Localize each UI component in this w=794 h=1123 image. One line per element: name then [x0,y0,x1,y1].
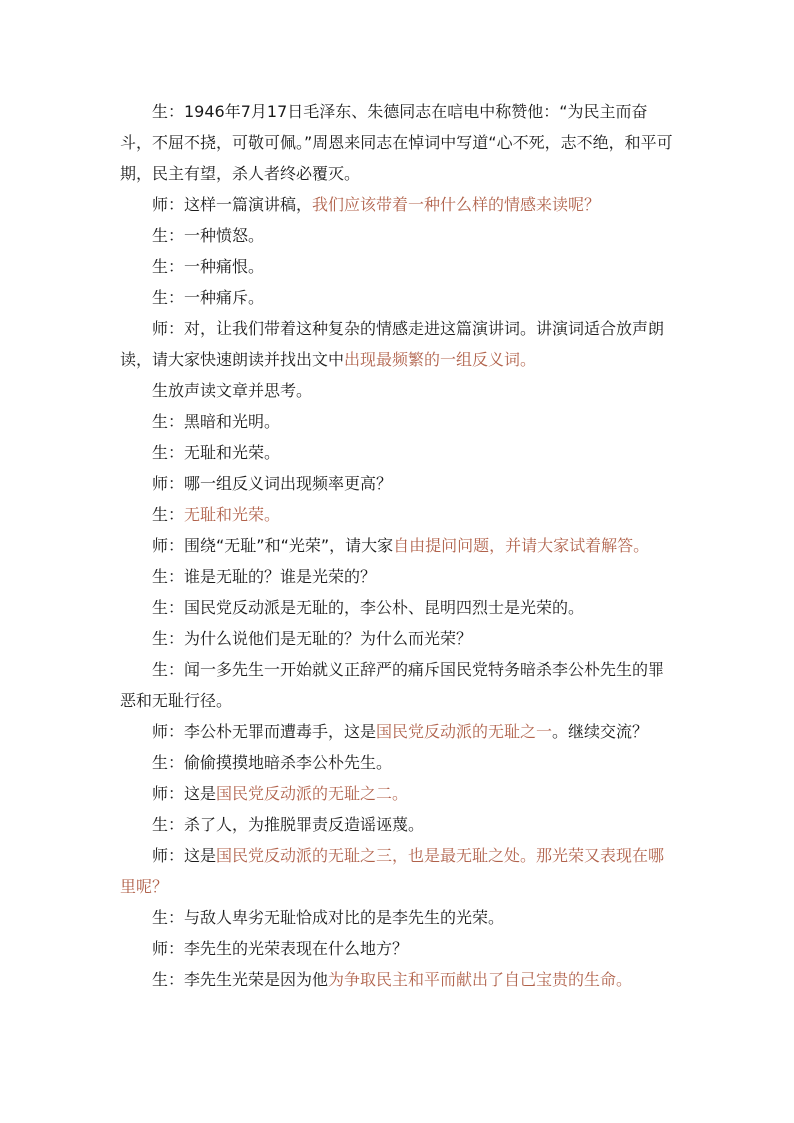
dialogue-paragraph [120,530,674,561]
dialogue-paragraph [120,282,674,313]
dialogue-paragraph [120,747,674,778]
paragraph-text: 生：一种愤怒。 [152,226,265,245]
paragraph-text: 师：这是 [152,846,217,865]
dialogue-paragraph [120,778,674,809]
dialogue-paragraph [120,561,674,592]
paragraph-text: 师：对，让我们带着这种复杂的情感走进这篇演讲词。讲演词适合放声朗读，请大家快速朗读并找出文中 [120,319,665,369]
dialogue-paragraph [120,499,674,530]
highlighted-text: 国民党反动派的无耻之二。 [216,784,409,803]
paragraph-text: 师：哪一组反义词出现频率更高？ [152,474,393,493]
paragraph-text: 生：闻一多先生一开始就义正辞严的痛斥国民党特务暗杀李公朴先生的罪恶和无耻行径。 [120,660,665,710]
highlighted-text: 国民党反动派的无耻之一 [376,722,553,741]
dialogue-paragraph [120,189,674,220]
paragraph-text: 生：国民党反动派是无耻的，李公朴、昆明四烈士是光荣的。 [152,598,585,617]
dialogue-paragraph [120,809,674,840]
dialogue-paragraph [120,654,674,716]
paragraph-text: 师：李公朴无罪而遭毒手，这是 [152,722,377,741]
dialogue-paragraph [120,592,674,623]
dialogue-paragraph [120,716,674,747]
highlighted-text: 我们应该带着一种什么样的情感来读呢？ [312,195,601,214]
paragraph-text: 生：黑暗和光明。 [152,412,281,431]
paragraph-text: 师：围绕“无耻”和“光荣”，请大家 [152,536,394,555]
paragraph-text: 生放声读文章并思考。 [152,381,313,400]
dialogue-paragraph [120,623,674,654]
dialogue-paragraph [120,468,674,499]
dialogue-paragraph [120,933,674,964]
paragraph-text: 师：这是 [152,784,217,803]
highlighted-text: 无耻和光荣。 [184,505,281,524]
paragraph-text: 师：李先生的光荣表现在什么地方？ [152,939,409,958]
paragraph-text: 生：谁是无耻的？谁是光荣的？ [152,567,377,586]
dialogue-paragraph [120,375,674,406]
highlighted-text: 国民党反动派的无耻之三，也是最无耻之处。那光荣又表现在哪里呢？ [120,846,665,896]
dialogue-paragraph [120,313,674,375]
paragraph-text: 生：1946年7月17日毛泽东、朱德同志在唁电中称赞他：“为民主而奋斗，不屈不挠，可敬可佩。”周恩来同志在悼词中写道“心不死，志不绝，和平可期，民主有望，杀人者终必覆灭。 [120,102,673,183]
paragraph-text: 生：偷偷摸摸地暗杀李公朴先生。 [152,753,393,772]
dialogue-paragraph [120,96,674,189]
dialogue-paragraph [120,437,674,468]
dialogue-paragraph [120,251,674,282]
paragraph-text: 生：一种痛恨。 [152,257,265,276]
highlighted-text: 出现最频繁的一组反义词。 [344,350,537,369]
paragraph-text: 生：无耻和光荣。 [152,443,281,462]
paragraph-text: 生：与敌人卑劣无耻恰成对比的是李先生的光荣。 [152,908,505,927]
dialogue-paragraph [120,406,674,437]
paragraph-text: 生：一种痛斥。 [152,288,265,307]
highlighted-text: 自由提问问题，并请大家试着解答。 [393,536,650,555]
dialogue-paragraph [120,964,674,995]
paragraph-text: 生： [152,505,185,524]
paragraph-text: 生：李先生光荣是因为他 [152,970,329,989]
dialogue-paragraph [120,840,674,902]
paragraph-text: 生：杀了人，为推脱罪责反造谣诬蔑。 [152,815,425,834]
paragraph-text: 师：这样一篇演讲稿， [152,195,313,214]
highlighted-text: 为争取民主和平而献出了自己宝贵的生命。 [328,970,633,989]
dialogue-paragraph [120,902,674,933]
paragraph-text: 生：为什么说他们是无耻的？为什么而光荣？ [152,629,473,648]
paragraph-text: 。继续交流？ [552,722,649,741]
document-body [120,96,674,995]
dialogue-paragraph [120,220,674,251]
